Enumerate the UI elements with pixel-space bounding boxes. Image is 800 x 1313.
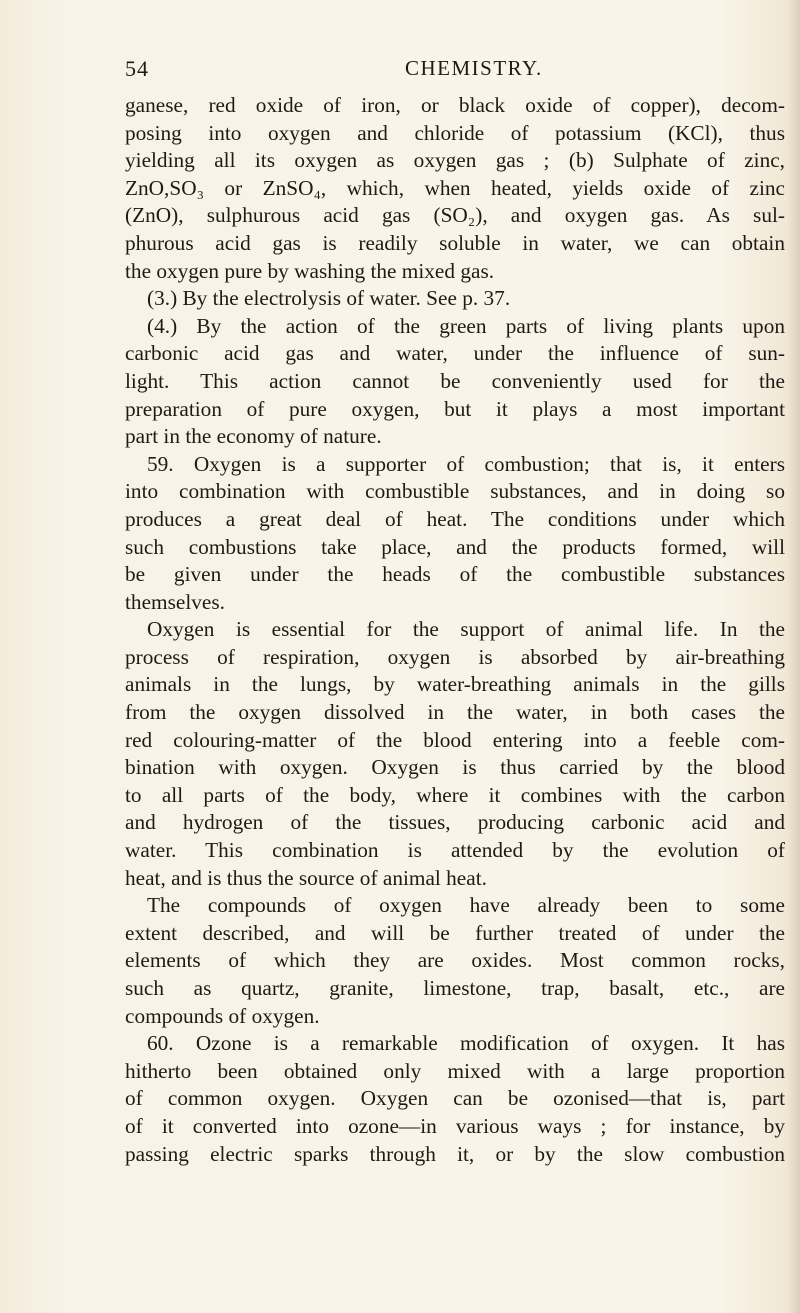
page-number: 54: [125, 56, 149, 81]
text-line: extent described, and will be further treated of under the: [125, 920, 785, 945]
text-line: produces a great deal of heat. The conditions under which: [125, 506, 785, 531]
text-line: phurous acid gas is readily soluble in water, we can obtain: [125, 230, 785, 255]
text-line: carbonic acid gas and water, under the influence of sun-: [125, 341, 785, 366]
text-line: hitherto been obtained only mixed with a large proportion: [125, 1058, 785, 1083]
text-line: yielding all its oxygen as oxygen gas ; (b) Sulphate of zinc,: [125, 148, 785, 173]
text-line: Oxygen is essential for the support of animal life. In the: [147, 617, 785, 642]
text-line: (4.) By the action of the green parts of living plants upon: [147, 313, 785, 338]
page-header: [125, 56, 785, 86]
text-line: 59. Oxygen is a supporter of combustion; that is, it enters: [147, 451, 785, 476]
text-line: compounds of oxygen.: [125, 1003, 320, 1028]
text-line: such combustions take place, and the products formed, will: [125, 534, 785, 559]
text-line: heat, and is thus the source of animal heat.: [125, 865, 487, 890]
text-line: water. This combination is attended by the evolution of: [125, 838, 785, 863]
text-line: red colouring-matter of the blood entering into a feeble com-: [125, 727, 785, 752]
text-line: light. This action cannot be conveniently used for the: [125, 368, 785, 393]
text-line: elements of which they are oxides. Most common rocks,: [125, 948, 785, 973]
text-line: part in the economy of nature.: [125, 424, 382, 449]
text-line: to all parts of the body, where it combines with the carbon: [125, 782, 785, 807]
text-line: of it converted into ozone—in various ways ; for instance, by: [125, 1113, 785, 1138]
text-line: into combination with combustible substances, and in doing so: [125, 479, 785, 504]
text-line: such as quartz, granite, limestone, trap, basalt, etc., are: [125, 976, 785, 1000]
text-line: themselves.: [125, 589, 225, 614]
text-line: bination with oxygen. Oxygen is thus carried by the blood: [125, 755, 785, 780]
text-line: (3.) By the electrolysis of water. See p. 37.: [147, 286, 511, 311]
text-line: from the oxygen dissolved in the water, in both cases the: [125, 700, 785, 725]
text-line: posing into oxygen and chloride of potassium (KCl), thus: [125, 120, 785, 145]
text-line: of common oxygen. Oxygen can be ozonised—that is, part: [125, 1086, 785, 1111]
text-line: animals in the lungs, by water-breathing animals in the gills: [125, 672, 785, 697]
text-line: be given under the heads of the combustible substances: [125, 562, 785, 587]
text-line: ZnO,SO₃ or ZnSO₄, which, when heated, yields oxide of zinc: [125, 175, 785, 200]
text-line: ganese, red oxide of iron, or black oxide of copper), decom-: [125, 93, 785, 117]
text-line: The compounds of oxygen have already been to some: [147, 893, 785, 918]
text-line: passing electric sparks through it, or by the slow combustion: [125, 1141, 785, 1166]
text-line: (ZnO), sulphurous acid gas (SO₂), and oxygen gas. As sul-: [125, 203, 785, 228]
text-line: 60. Ozone is a remarkable modification of oxygen. It has: [147, 1031, 785, 1056]
text-line: preparation of pure oxygen, but it plays a most important: [125, 396, 785, 421]
text-line: process of respiration, oxygen is absorbed by air-breathing: [125, 644, 785, 669]
body-text: [125, 92, 785, 1168]
page-edge-shadow: [786, 0, 800, 1313]
running-head: CHEMISTRY.: [405, 56, 543, 80]
text-line: the oxygen pure by washing the mixed gas.: [125, 258, 495, 283]
text-line: and hydrogen of the tissues, producing carbonic acid and: [125, 810, 785, 835]
